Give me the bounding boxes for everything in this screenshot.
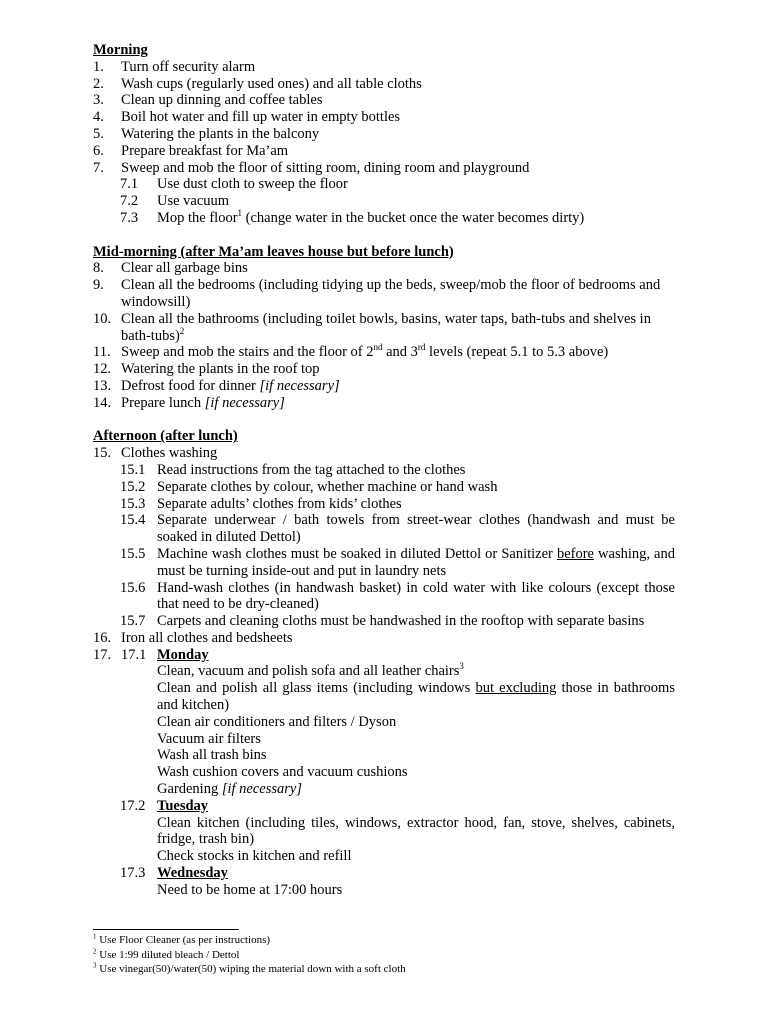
list-item [93, 630, 675, 647]
italic-note: [if necessary] [221, 781, 302, 798]
task-line [93, 680, 675, 714]
sub-list-item [93, 512, 675, 546]
ordinal-suffix: rd [417, 342, 426, 353]
sub-list-item [93, 546, 675, 580]
task-line: Wash all trash bins [157, 747, 267, 764]
sub-item-text: Separate adults’ clothes from kids’ clothes [157, 495, 402, 512]
sub-item-text: Separate clothes by colour, whether machine or hand wash [157, 478, 498, 495]
item-text: Wash cups (regularly used ones) and all table cloths [121, 75, 422, 92]
item-number: 14. [93, 394, 112, 411]
sub-item-number: 17.2 [120, 797, 146, 814]
list-item [93, 445, 675, 462]
task-line [93, 781, 675, 798]
section-heading-morning: Morning [93, 42, 148, 58]
item-text: Turn off security alarm [121, 58, 256, 75]
item-number: 17. [93, 646, 112, 663]
sub-list-item [93, 613, 675, 630]
sub-list-item [93, 479, 675, 496]
footnote-text: Use Floor Cleaner (as per instructions) [96, 934, 271, 946]
list-item [93, 311, 675, 345]
footnote-ref: 1 [237, 208, 243, 219]
item-number: 13. [93, 377, 112, 394]
item-text [121, 311, 675, 345]
list-item [93, 143, 675, 160]
text-part: Prepare lunch [121, 394, 205, 411]
list-item [93, 160, 675, 177]
sub-item-number: 15.1 [120, 461, 146, 478]
sub-list-item [93, 210, 675, 227]
ordinal-suffix: nd [373, 342, 383, 353]
section-heading-mid-morning: Mid-morning (after Ma’am leaves house but before lunch) [93, 243, 454, 260]
italic-note: [if necessary] [204, 394, 285, 411]
day-label-monday: Monday [157, 646, 209, 663]
sub-item-text: Read instructions from the tag attached to the clothes [157, 461, 466, 478]
sub-item-number: 15.7 [120, 613, 146, 630]
day-label-tuesday: Tuesday [157, 797, 209, 814]
list-item [93, 647, 675, 664]
list-item [93, 109, 675, 126]
footnote [93, 933, 406, 948]
item-text: Watering the plants in the roof top [121, 361, 320, 378]
list-item [93, 92, 675, 109]
item-number: 6. [93, 142, 104, 159]
item-number: 10. [93, 310, 112, 327]
sub-item-number: 17.1 [121, 646, 147, 663]
item-number: 5. [93, 125, 104, 142]
text-part: those in bathrooms and kitchen) [157, 680, 675, 714]
underlined-word: but excluding [475, 680, 557, 697]
footnote-number: 2 [93, 946, 97, 955]
sub-item-number: 7.3 [120, 209, 139, 226]
item-number: 7. [93, 159, 104, 176]
sub-item-text [157, 210, 675, 227]
underlined-word: before [556, 545, 594, 562]
item-number: 9. [93, 277, 104, 294]
list-item [93, 361, 675, 378]
item-text: Clean all the bedrooms (including tidying up the beds, sweep/mob the floor of bedrooms and windowsill) [121, 277, 661, 310]
sub-list-item [93, 462, 675, 479]
sub-list-item [93, 798, 675, 815]
footnote-text: Use 1:99 diluted bleach / Dettol [96, 948, 240, 961]
item-number: 12. [93, 361, 112, 378]
item-number: 16. [93, 629, 112, 646]
sub-item-number: 15.2 [120, 478, 146, 495]
list-item [93, 260, 675, 277]
italic-note: [if necessary] [259, 377, 340, 394]
list-item [93, 378, 675, 395]
task-line [93, 663, 675, 680]
item-text: Sweep and mob the floor of sitting room, dining room and playground [121, 159, 530, 176]
item-text: Watering the plants in the balcony [121, 125, 320, 142]
task-line: Need to be home at 17:00 hours [157, 881, 343, 898]
footnote-ref: 3 [459, 661, 464, 672]
item-text: Clothes washing [121, 445, 218, 462]
footnotes [93, 933, 406, 977]
item-text [121, 647, 675, 664]
item-text: Clean up dinning and coffee tables [121, 92, 323, 109]
sub-list-item [93, 865, 675, 882]
list-item [93, 277, 675, 311]
sub-item-number: 7.2 [120, 193, 139, 210]
task-line: Wash cushion covers and vacuum cushions [157, 764, 408, 781]
item-text [121, 344, 675, 361]
item-text [121, 378, 675, 395]
text-part: Defrost food for dinner [121, 377, 260, 394]
text-part: Gardening [157, 781, 222, 798]
list-item [93, 59, 675, 76]
item-number: 2. [93, 75, 104, 92]
text-part: (change water in the bucket once the water becomes dirty) [242, 209, 585, 226]
footnote-ref: 2 [179, 325, 185, 336]
text-part: Mop the floor [157, 209, 238, 226]
sub-item-text: Carpets and cleaning cloths must be handwashed in the rooftop with separate basins [157, 613, 645, 630]
footnote [93, 948, 406, 963]
task-line: Vacuum air filters [157, 730, 261, 747]
sub-item-number: 7.1 [120, 176, 139, 193]
task-line: Clean kitchen (including tiles, windows, extractor hood, fan, stove, shelves, cabinets, fridge, trash bin) [157, 814, 675, 848]
sub-item-text [157, 546, 675, 580]
item-text: Prepare breakfast for Ma’am [121, 142, 289, 159]
text-part: Clean and polish all glass items (including windows [157, 680, 476, 697]
sub-item-number: 17.3 [120, 865, 146, 882]
text-part: Machine wash clothes must be soaked in diluted Dettol or Sanitizer [157, 545, 557, 562]
item-text: Boil hot water and fill up water in empty bottles [121, 109, 401, 126]
list-item [93, 395, 675, 412]
text-part: Sweep and mob the stairs and the floor of 2 [121, 344, 374, 361]
section-heading-afternoon: Afternoon (after lunch) [93, 428, 238, 445]
text-part: levels (repeat 5.1 to 5.3 above) [425, 344, 609, 361]
task-line: Check stocks in kitchen and refill [157, 848, 352, 865]
footnote-separator [93, 929, 239, 930]
footnote-number: 1 [93, 932, 97, 941]
sub-item-number: 15.6 [120, 579, 146, 596]
item-text [121, 395, 675, 412]
sub-list-item [93, 496, 675, 513]
sub-item-text: Use vacuum [157, 193, 230, 210]
sub-item-text: Hand-wash clothes (in handwash basket) in cold water with like colours (except those that need to be dry-cleaned) [157, 579, 675, 613]
sub-item-text: Use dust cloth to sweep the floor [157, 176, 348, 193]
sub-item-text: Separate underwear / bath towels from street-wear clothes (handwash and must be soaked in diluted Dettol) [157, 512, 675, 546]
text-part: and 3 [382, 344, 418, 361]
list-item [93, 126, 675, 143]
item-number: 8. [93, 260, 104, 277]
item-number: 15. [93, 445, 112, 462]
task-line: Clean air conditioners and filters / Dyson [157, 713, 397, 730]
item-text: Iron all clothes and bedsheets [121, 629, 293, 646]
text-part: Clean all the bathrooms (including toilet bowls, basins, water taps, bath-tubs and shelves in bath-tubs) [121, 310, 651, 344]
list-item [93, 344, 675, 361]
item-number: 3. [93, 92, 104, 109]
list-item [93, 76, 675, 93]
day-label-wednesday: Wednesday [157, 865, 228, 882]
footnote-number: 3 [93, 961, 97, 970]
footnote [93, 962, 406, 977]
item-number: 11. [93, 344, 111, 361]
sub-list-item [93, 176, 675, 193]
sub-list-item [93, 193, 675, 210]
text-part: washing, and must be turning inside-out and put in laundry nets [157, 545, 675, 579]
item-text: Clear all garbage bins [121, 260, 248, 277]
sub-item-number: 15.3 [120, 495, 146, 512]
document-body [93, 42, 675, 899]
footnote-text: Use vinegar(50)/water(50) wiping the material down with a soft cloth [96, 963, 406, 975]
item-number: 1. [93, 58, 104, 75]
item-number: 4. [93, 109, 104, 126]
text-part: Clean, vacuum and polish sofa and all leather chairs [157, 663, 460, 680]
sub-item-number: 15.5 [120, 545, 146, 562]
sub-list-item [93, 580, 675, 614]
sub-item-number: 15.4 [120, 512, 146, 529]
